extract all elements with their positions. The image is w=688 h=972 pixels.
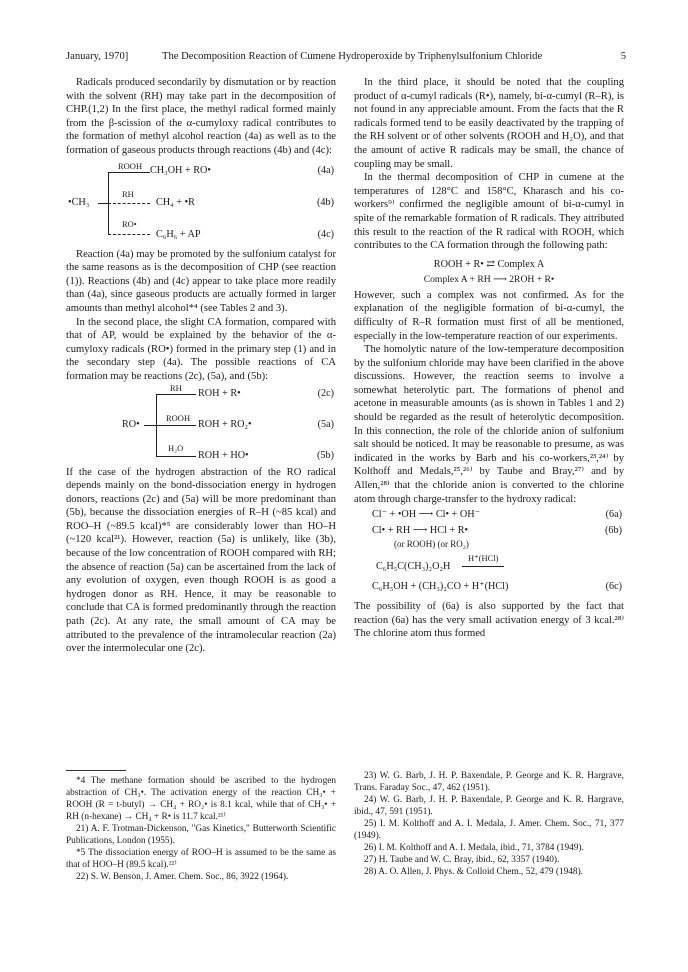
product: ROH + HO• <box>198 449 249 461</box>
footnote: *5 The dissociation energy of ROO–H is assumed to be the same as that of HOO–H (89.5 kcal).²²⁾ <box>66 848 336 870</box>
paragraph: In the third place, it should be noted that the coupling product of α-cumyl radicals (R•), namely, bi-α-cumyl (R–R), is not found in any appreciable amount. From the facts that the R radicals formed tend to be easily deactivated by the trapping of the RH solvent or of other solvents (ROOH and H₂O), and that the amount of active R radicals may be small, the chance of coupling may be small. <box>354 77 624 170</box>
header-title: The Decomposition Reaction of Cumene Hydroperoxide by Triphenylsulfonium Chloride <box>162 51 543 62</box>
paragraph: However, such a complex was not confirmed. As for the explanation of the negligible formation of bi-α-cumyl, the difficulty of R–R formation must first of all be mentioned, especially in the low-temperature reaction of our experiments. <box>354 289 624 342</box>
right-column <box>354 76 624 641</box>
paragraph: In the thermal decomposition of CHP in cumene at the temperatures of 128°C and 158°C, Kharasch and his co-workers⁹⁾ confirmed the negligible amount of bi-α-cumyl in spite of the remarkable formation of R radicals. They attributed this result to the reaction of the R radical with ROOH, which contributes to the CA formation through the following path: <box>354 172 624 252</box>
reagent-label: H₂O <box>168 442 184 453</box>
reference: 24) W. G. Barb, J. H. P. Baxendale, P. George and K. R. Hargrave, ibid., 47, 591 (1951). <box>354 795 624 817</box>
equation-number: (4b) <box>317 196 334 208</box>
equation: Cl⁻ + •OH ⟶ Cl• + OH⁻ <box>372 509 480 521</box>
equation: Complex A + RH ⟶ 2ROH + R• <box>423 273 555 285</box>
reactant: C₆H₅C(CH₃)₂O₂H <box>376 561 451 573</box>
product: ROH + RO₂• <box>198 418 252 430</box>
reagent-label: RH <box>122 188 134 199</box>
left-footnotes <box>66 762 336 883</box>
product: C₆H₅OH + (CH₃)₂CO + H⁺(HCl) <box>372 581 509 593</box>
equation-note: (or ROOH) (or RO₂) <box>394 539 469 550</box>
paragraph: If the case of the hydrogen abstraction of the RO radical depends mainly on the bond-dissociation energy in hydrogen donors, reactions (2c) and (5a) will be more predominant than (5b), because the dissociation energies of R–H (~85 kcal) and ROO–H (~89.5 kcal)*⁵ are considerably lower than HO–H (~120 kcal²¹). However, reaction (5a) is unlikely, like (3b), because of the low concentration of ROOH compared with RH; the absence of reaction (5a) can be ascertained from the lack of any evolution of oxygen, even though ROOH is as good a hydrogen donor as RH. Hence, it may be reasonable to conclude that CA is formed predominantly through the reaction path (2c). At any rate, the small amount of CA may be attributed to the prevalence of the intramolecular reaction (2a) over the intermolecular one (2c). <box>66 466 336 655</box>
equation-number: (5b) <box>317 449 334 461</box>
paragraph: In the second place, the slight CA formation, compared with that of AP, would be explained by the behavior of the α-cumyloxy radicals (RO•) formed in the primary step (1) and in the secondary step (4a). The possible reactions of CA formation may be reactions (2c), (5a), and (5b): <box>66 316 336 382</box>
product: C₆H₆ + AP <box>156 228 201 240</box>
reagent-label: RH <box>170 382 182 393</box>
product: CH₄ + •R <box>156 196 195 208</box>
reactant: •CH₃ <box>68 196 90 208</box>
equation-number: (6a) <box>605 509 622 521</box>
page-number: 5 <box>620 51 626 62</box>
equation-number: (6c) <box>605 581 622 593</box>
paragraph: The homolytic nature of the low-temperature decomposition by the sulfonium chloride may have been clarified in the above discussions. However, the reaction seems to involve a somewhat heterolytic part. The formations of phenol and acetone in measurable amounts (as is shown in Tables 1 and 2) should be regarded as the result of heterolytic decomposition. In this connection, the role of the chloride anion of sulfonium salt should be noticed. It may be reasonable to presume, as was indicated in the works by Barb and his co-workers,²³,²⁴⁾ by Kolthoff and Medals,²⁵,²⁶⁾ by Taube and Bray,²⁷⁾ and by Allen,²⁸⁾ that the chloride anion is converted to the chlorine atom through charge-transfer to the hydroxy radical: <box>354 344 624 505</box>
reference: 23) W. G. Barb, J. H. P. Baxendale, P. George and K. R. Hargrave, Trans. Faraday Soc., 47, 462 (1951). <box>354 771 624 793</box>
paragraph: Reaction (4a) may be promoted by the sulfonium catalyst for the same reasons as is the decomposition of CHP (see reaction (1)). Reactions (4b) and (4c) appear to take place more readily than (4a), since gaseous products are actually formed in larger amounts than methyl alcohol*⁴ (see Tables 2 and 3). <box>66 248 336 314</box>
paragraph: The possibility of (6a) is also supported by the fact that reaction (6a) has the very small activation energy of 3 kcal.²⁸⁾ The chlorine atom thus formed <box>354 601 624 640</box>
product: CH₃OH + RO• <box>150 164 211 176</box>
equation-number: (6b) <box>605 525 622 537</box>
reagent-label: H⁺(HCl) <box>468 553 499 564</box>
reference: 22) S. W. Benson, J. Amer. Chem. Soc., 86, 3922 (1964). <box>76 872 289 882</box>
reactant: RO• <box>122 418 140 430</box>
footnote: *4 The methane formation should be ascribed to the hydrogen abstraction of CH₃•. The activation energy of the reaction CH₃• + ROOH (R = t-butyl) → CH₄ + RO₂• is 8.1 kcal, while that of CH₃• + RH (n-hexane) → CH₄ + R• is 11.7 kcal.²¹⁾ <box>66 776 336 822</box>
right-references <box>354 762 624 878</box>
reagent-label: ROOH <box>166 412 191 423</box>
equation-number: (4c) <box>317 228 334 240</box>
footnote-rule <box>66 770 126 771</box>
reaction-scheme-4 <box>66 158 336 248</box>
equation-number: (5a) <box>317 418 334 430</box>
product: ROH + R• <box>198 387 241 399</box>
equation-number: (2c) <box>317 387 334 399</box>
left-column <box>66 76 336 656</box>
reference: 25) I. M. Kolthoff and A. I. Medala, J. Amer. Chem. Soc., 71, 377 (1949). <box>354 819 624 841</box>
equation: ROOH + R• ⇄ Complex A <box>433 258 545 270</box>
reaction-scheme-6 <box>354 506 624 600</box>
reference: 27) H. Taube and W. C. Bray, ibid., 62, 3357 (1940). <box>364 855 560 865</box>
header-date: January, 1970] <box>66 51 129 62</box>
reaction-scheme-5 <box>66 384 336 466</box>
equation-number: (4a) <box>317 164 334 176</box>
reference: 28) A. O. Allen, J. Phys. & Colloid Chem., 52, 479 (1948). <box>364 867 583 877</box>
reference: 26) I. M. Kolthoff and A. I. Medala, ibid., 71, 3784 (1949). <box>364 843 584 853</box>
reagent-label: RO• <box>122 218 137 229</box>
equation: Cl• + RH ⟶ HCl + R• <box>372 525 469 537</box>
reagent-label: ROOH <box>118 160 143 171</box>
paragraph: Radicals produced secondarily by dismutation or by reaction with the solvent (RH) may take part in the decomposition of CHP.(1,2) In the first place, the methyl radical formed mainly from the β-scission of the α-cumyloxy radical contributes to the formation of methyl alcohol reaction (4a) as well as to the formation of gaseous products through reactions (4b) and (4c): <box>66 77 336 156</box>
reference: 21) A. F. Trotman-Dickenson, "Gas Kinetics," Butterworth Scientific Publications, London (1955). <box>66 824 336 846</box>
